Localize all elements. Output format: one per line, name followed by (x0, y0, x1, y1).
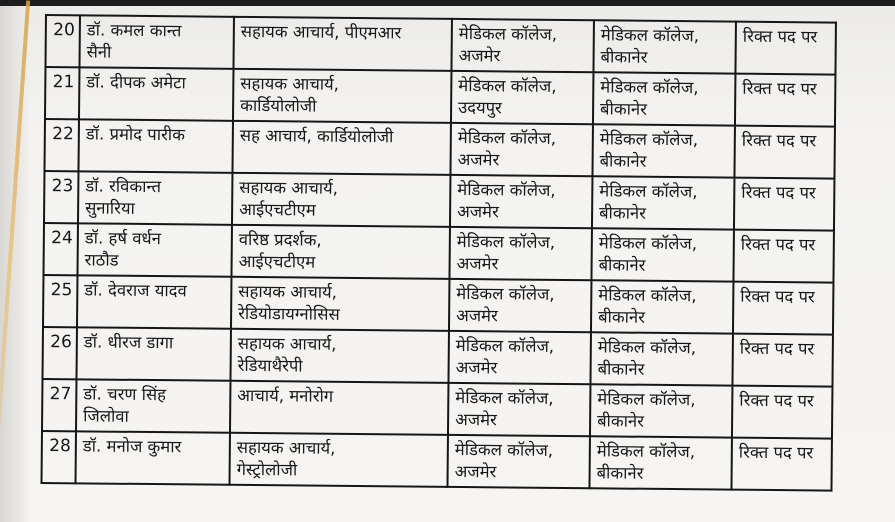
remark: रिक्त पद पर (731, 438, 831, 491)
table-row (43, 223, 833, 283)
new-posting: मेडिकल कॉलेज, बीकानेर (590, 384, 732, 437)
current-posting: मेडिकल कॉलेज, अजमेर (448, 331, 590, 384)
current-posting: मेडिकल कॉलेज, अजमेर (451, 19, 593, 72)
remark: रिक्त पद पर (733, 282, 833, 335)
remark: रिक्त पद पर (734, 178, 834, 231)
table-row (44, 171, 834, 231)
table-row (41, 431, 831, 491)
doctor-name: डॉ. धीरज डागा (76, 327, 230, 380)
serial-number: 21 (45, 67, 79, 119)
remark: रिक्त पद पर (734, 126, 834, 179)
serial-number: 27 (42, 379, 76, 431)
designation: वरिष्ठ प्रदर्शक, आईएचटीएम (231, 225, 449, 279)
serial-number: 22 (44, 119, 78, 171)
doctor-name: डॉ. प्रमोद पारीक (78, 119, 232, 172)
serial-number: 25 (43, 275, 77, 327)
new-posting: मेडिकल कॉलेज, बीकानेर (590, 332, 732, 385)
remark: रिक्त पद पर (732, 334, 832, 387)
remark: रिक्त पद पर (735, 22, 835, 75)
table-row (42, 379, 832, 439)
document-sheet (40, 14, 836, 492)
new-posting: मेडिकल कॉलेज, बीकानेर (589, 436, 731, 489)
designation: सह आचार्य, कार्डियोलोजी (232, 121, 450, 175)
table-row (45, 67, 835, 127)
table-row (42, 327, 832, 387)
current-posting: मेडिकल कॉलेज, अजमेर (448, 383, 590, 436)
remark: रिक्त पद पर (732, 386, 832, 439)
doctor-name: डॉ. मनोज कुमार (75, 431, 229, 484)
designation: सहायक आचार्य, आईएचटीएम (232, 173, 450, 227)
serial-number: 28 (41, 431, 75, 483)
designation: सहायक आचार्य, रेडियोडायग्नोसिस (231, 277, 449, 331)
doctor-name: डॉ. कमल कान्त सैनी (79, 15, 233, 68)
remark: रिक्त पद पर (733, 230, 833, 283)
designation: आचार्य, मनोरोग (230, 381, 448, 435)
doctor-name: डॉ. देवराज यादव (77, 275, 231, 328)
serial-number: 20 (45, 15, 79, 67)
doctor-name: डॉ. चरण सिंह जिलोवा (76, 379, 230, 432)
designation: सहायक आचार्य, कार्डियोलोजी (233, 69, 451, 123)
new-posting: मेडिकल कॉलेज, बीकानेर (592, 176, 734, 229)
table-row (44, 119, 834, 179)
current-posting: मेडिकल कॉलेज, अजमेर (450, 123, 592, 176)
current-posting: मेडिकल कॉलेज, उदयपुर (451, 71, 593, 124)
table-row (45, 15, 835, 75)
designation: सहायक आचार्य, रेडियाथैरेपी (230, 329, 448, 383)
transfer-table (40, 14, 836, 492)
serial-number: 24 (43, 223, 77, 275)
designation: सहायक आचार्य, गेस्ट्रोलोजी (229, 433, 447, 487)
serial-number: 26 (42, 327, 76, 379)
new-posting: मेडिकल कॉलेज, बीकानेर (591, 280, 733, 333)
designation: सहायक आचार्य, पीएमआर (233, 17, 451, 71)
page-binding-shadow (0, 6, 30, 522)
new-posting: मेडिकल कॉलेज, बीकानेर (591, 228, 733, 281)
new-posting: मेडिकल कॉलेज, बीकानेर (592, 124, 734, 177)
serial-number: 23 (44, 171, 78, 223)
current-posting: मेडिकल कॉलेज, अजमेर (449, 227, 591, 280)
doctor-name: डॉ. दीपक अमेटा (79, 67, 233, 120)
current-posting: मेडिकल कॉलेज, अजमेर (449, 279, 591, 332)
table-row (43, 275, 833, 335)
doctor-name: डॉ. हर्ष वर्धन राठौड (77, 223, 231, 276)
top-dark-edge (0, 0, 895, 6)
doctor-name: डॉ. रविकान्त सुनारिया (78, 171, 232, 224)
new-posting: मेडिकल कॉलेज, बीकानेर (593, 72, 735, 125)
remark: रिक्त पद पर (735, 74, 835, 127)
new-posting: मेडिकल कॉलेज, बीकानेर (593, 20, 735, 73)
current-posting: मेडिकल कॉलेज, अजमेर (450, 175, 592, 228)
current-posting: मेडिकल कॉलेज, अजमेर (447, 435, 589, 488)
